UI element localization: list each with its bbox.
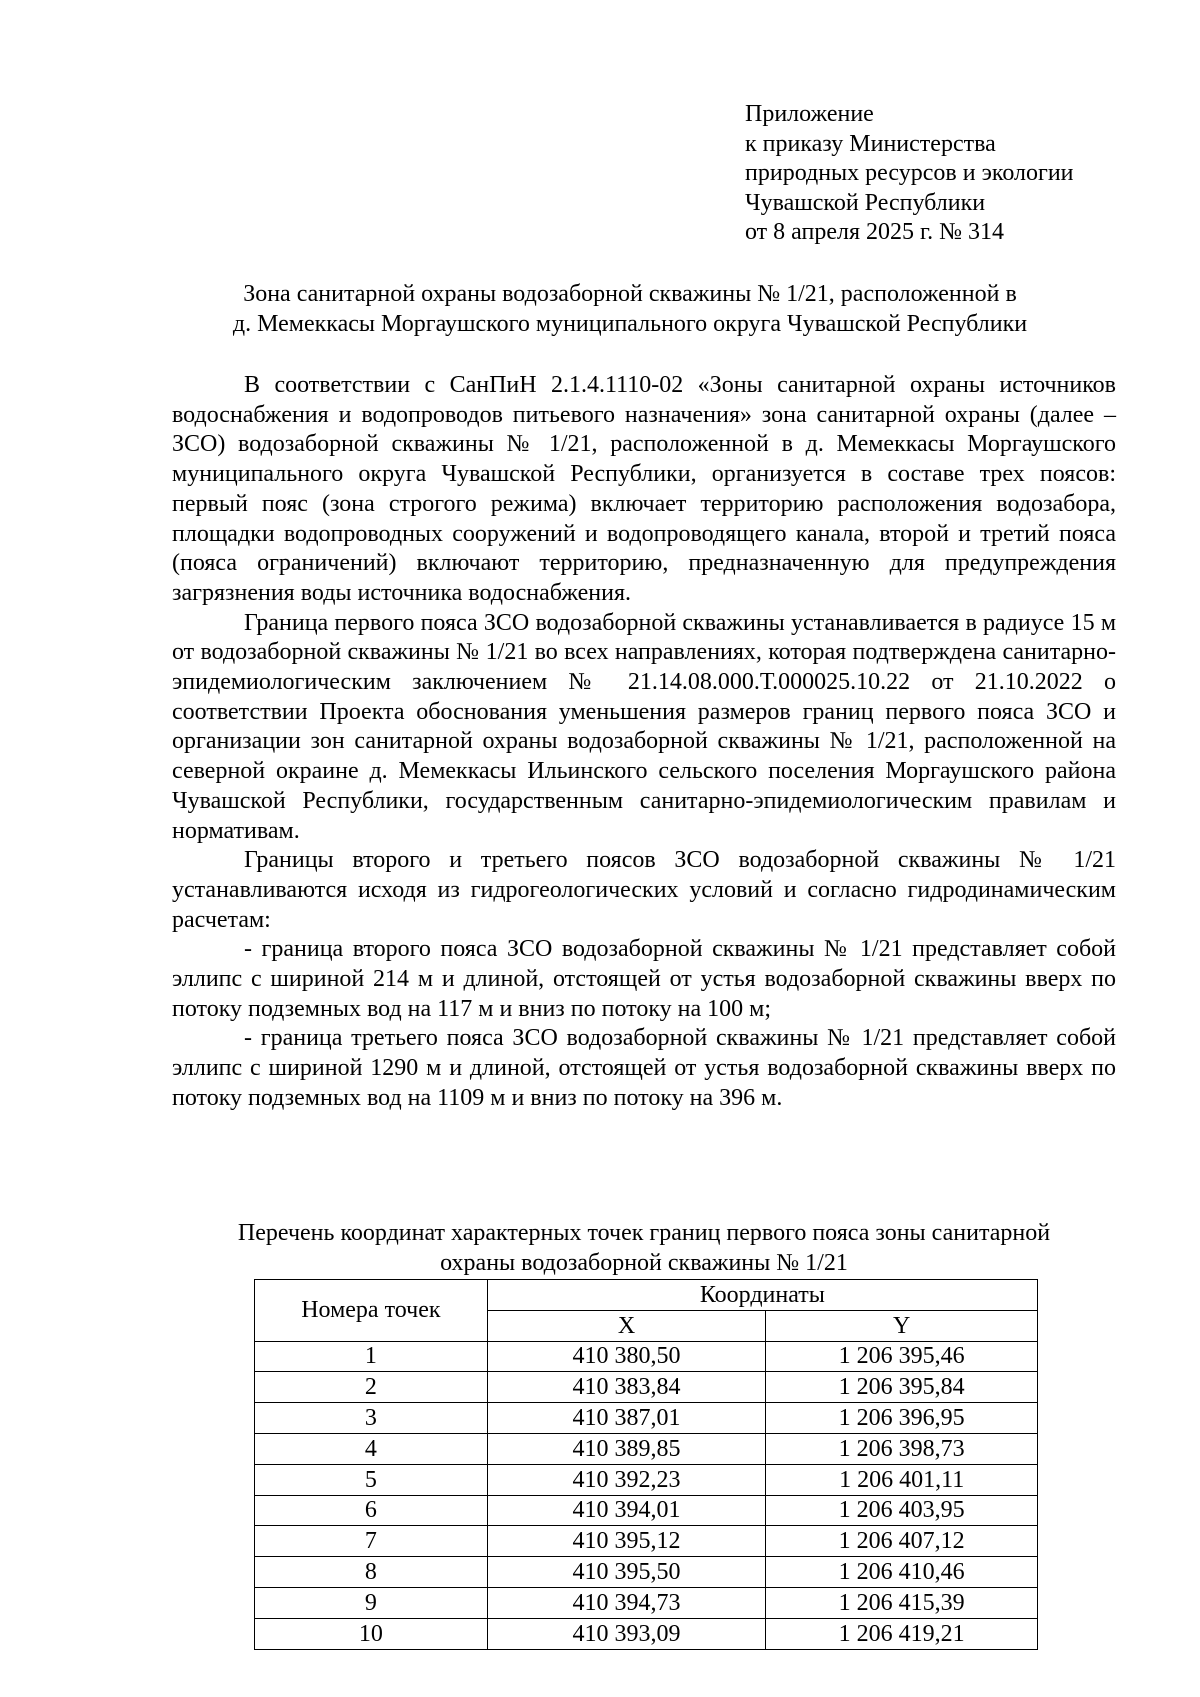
x-coordinate-cell: 410 380,50 <box>487 1341 766 1372</box>
header-y: Y <box>766 1310 1038 1341</box>
table-row <box>255 1526 1038 1557</box>
table-row <box>255 1587 1038 1618</box>
table-row <box>255 1618 1038 1649</box>
point-number-cell: 4 <box>255 1433 488 1464</box>
coordinates-table <box>254 1279 1038 1650</box>
document-title <box>172 279 1088 339</box>
table-row <box>255 1372 1038 1403</box>
point-number-cell: 5 <box>255 1464 488 1495</box>
appendix-line: к приказу Министерства <box>745 130 996 157</box>
paragraph: Границы второго и третьего поясов ЗСО водозаборной скважины № 1/21 устанавливаются исходя из гидрогеологических условий и согласно гидродинамическим расчетам: <box>172 847 1116 933</box>
appendix-block <box>745 100 1074 248</box>
y-coordinate-cell: 1 206 403,95 <box>766 1495 1038 1526</box>
appendix-line: Приложение <box>745 101 874 127</box>
x-coordinate-cell: 410 395,12 <box>487 1526 766 1557</box>
paragraph: - граница второго пояса ЗСО водозаборной скважины № 1/21 представляет собой эллипс с шириной 214 м и длиной, отстоящей от устья водозаборной скважины вверх по потоку подземных вод на 117 м и вниз по потоку на 100 м; <box>172 936 1116 1022</box>
caption-line: Перечень координат характерных точек границ первого пояса зоны санитарной <box>237 1220 1051 1246</box>
y-coordinate-cell: 1 206 415,39 <box>766 1587 1038 1618</box>
appendix-line: природных ресурсов и экологии <box>745 160 1074 186</box>
table-caption <box>172 1218 1116 1278</box>
document-body <box>172 371 1116 1114</box>
y-coordinate-cell: 1 206 395,46 <box>766 1341 1038 1372</box>
caption-line: охраны водозаборной скважины № 1/21 <box>440 1250 848 1276</box>
point-number-cell: 10 <box>255 1618 488 1649</box>
table-row <box>255 1433 1038 1464</box>
appendix-line: Чувашской Республики <box>745 189 986 216</box>
x-coordinate-cell: 410 394,01 <box>487 1495 766 1526</box>
table-header-row <box>255 1280 1038 1311</box>
x-coordinate-cell: 410 387,01 <box>487 1403 766 1434</box>
y-coordinate-cell: 1 206 410,46 <box>766 1557 1038 1588</box>
table-row <box>255 1341 1038 1372</box>
point-number-cell: 7 <box>255 1526 488 1557</box>
point-number-cell: 8 <box>255 1557 488 1588</box>
title-line: д. Мемеккасы Моргаушского муниципального округа Чувашской Республики <box>232 311 1028 337</box>
point-number-cell: 3 <box>255 1403 488 1434</box>
x-coordinate-cell: 410 392,23 <box>487 1464 766 1495</box>
point-number-cell: 6 <box>255 1495 488 1526</box>
table-row <box>255 1403 1038 1434</box>
paragraph: В соответствии с СанПиН 2.1.4.1110-02 «Зоны санитарной охраны источников водоснабжения и водопроводов питьевого назначения» зона санитарной охраны (далее – ЗСО) водозаборной скважины № 1/21, расположенной в д. Мемеккасы Моргаушского муниципального округа Чувашской Республики, организуется в составе трех поясов: первый пояс (зона строгого режима) включает территорию расположения водозабора, площадки водопроводных сооружений и водопроводящего канала, второй и третий пояса (пояса ограничений) включают территорию, предназначенную для предупреждения загрязнения воды источника водоснабжения. <box>172 372 1116 606</box>
header-x: X <box>487 1310 766 1341</box>
point-number-cell: 9 <box>255 1587 488 1618</box>
paragraph: - граница третьего пояса ЗСО водозаборной скважины № 1/21 представляет собой эллипс с шириной 1290 м и длиной, отстоящей от устья водозаборной скважины вверх по потоку подземных вод на 1109 м и вниз по потоку на 396 м. <box>172 1025 1116 1111</box>
y-coordinate-cell: 1 206 398,73 <box>766 1433 1038 1464</box>
x-coordinate-cell: 410 394,73 <box>487 1587 766 1618</box>
x-coordinate-cell: 410 389,85 <box>487 1433 766 1464</box>
table-row <box>255 1464 1038 1495</box>
y-coordinate-cell: 1 206 401,11 <box>766 1464 1038 1495</box>
x-coordinate-cell: 410 393,09 <box>487 1618 766 1649</box>
point-number-cell: 2 <box>255 1372 488 1403</box>
y-coordinate-cell: 1 206 395,84 <box>766 1372 1038 1403</box>
y-coordinate-cell: 1 206 396,95 <box>766 1403 1038 1434</box>
header-coordinates: Координаты <box>487 1280 1037 1311</box>
title-line: Зона санитарной охраны водозаборной скважины № 1/21, расположенной в <box>243 281 1017 307</box>
table-row <box>255 1495 1038 1526</box>
x-coordinate-cell: 410 383,84 <box>487 1372 766 1403</box>
x-coordinate-cell: 410 395,50 <box>487 1557 766 1588</box>
y-coordinate-cell: 1 206 419,21 <box>766 1618 1038 1649</box>
header-points: Номера точек <box>255 1280 488 1342</box>
appendix-line: от 8 апреля 2025 г. № 314 <box>745 219 1005 245</box>
point-number-cell: 1 <box>255 1341 488 1372</box>
y-coordinate-cell: 1 206 407,12 <box>766 1526 1038 1557</box>
paragraph: Граница первого пояса ЗСО водозаборной скважины устанавливается в радиусе 15 м от водозаборной скважины № 1/21 во всех направлениях, которая подтверждена санитарно-эпидемиологическим заключением № 21.14.08.000.Т.000025.10.22 от 21.10.2022 о соответствии Проекта обоснования уменьшения размеров границ первого пояса ЗСО и организации зон санитарной охраны водозаборной скважины № 1/21, расположенной на северной окраине д. Мемеккасы Ильинского сельского поселения Моргаушского района Чувашской Республики, государственным санитарно-эпидемиологическим правилам и нормативам. <box>172 609 1116 844</box>
table-body <box>255 1341 1038 1649</box>
table-row <box>255 1557 1038 1588</box>
